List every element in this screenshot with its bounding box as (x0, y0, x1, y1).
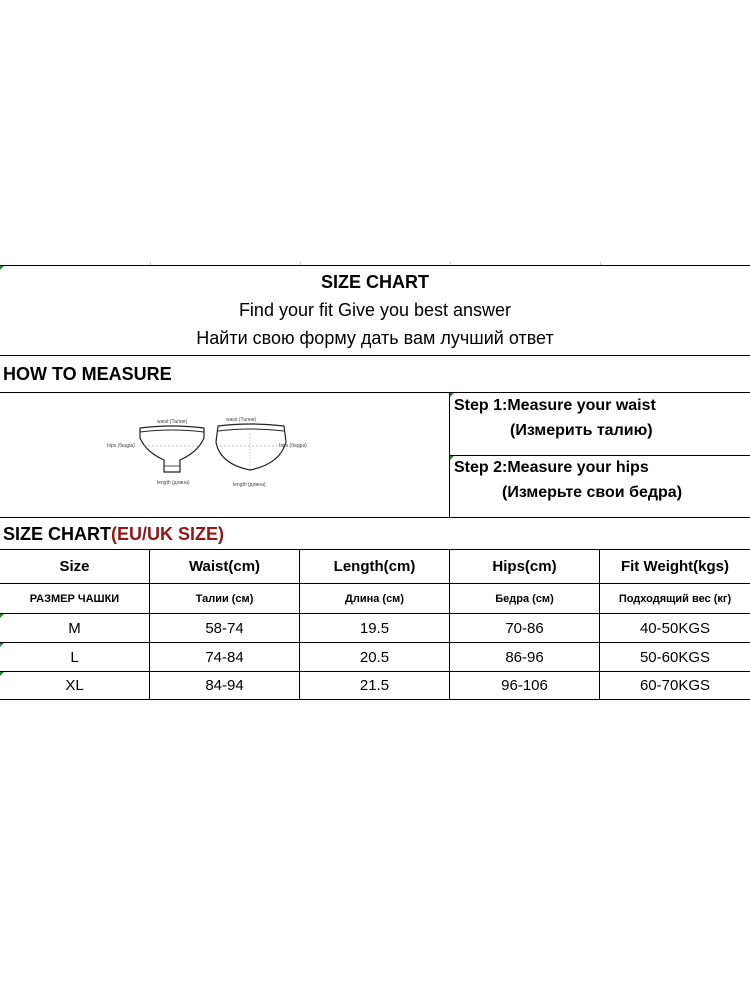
size-chart-heading-suffix: (EU/UK SIZE) (111, 524, 225, 544)
subtitle-en: Find your fit Give you best answer (238, 300, 512, 320)
diagram-label: length (длина) (233, 482, 266, 488)
table-cell-waist: 74-84 (205, 648, 244, 666)
step2-ru: (Измерьте свои бедра) (502, 484, 683, 501)
column-header-hips: Hips(cm) (492, 558, 557, 575)
table-cell-size: M (68, 619, 81, 637)
column-subheader-size: РАЗМЕР ЧАШКИ (29, 592, 120, 605)
diagram-label: waist (Талия) (157, 419, 188, 425)
diagram-label: hips (бедра) (279, 443, 307, 449)
step1-ru: (Измерить талию) (510, 422, 653, 439)
border-line (0, 392, 750, 393)
table-cell-length: 21.5 (359, 677, 390, 694)
page-title: SIZE CHART (321, 272, 429, 292)
how-to-measure-heading: HOW TO MEASURE (3, 364, 172, 384)
column-subheader-hips: Бедра (см) (495, 592, 554, 605)
table-cell-size: L (70, 648, 79, 666)
table-cell-waist: 84-94 (205, 677, 244, 694)
underwear-diagram-icon (100, 412, 310, 497)
column-subheader-weight: Подходящий вес (кг) (618, 592, 732, 605)
column-header-length: Length(cm) (333, 558, 416, 575)
table-cell-waist: 58-74 (205, 619, 244, 637)
border-line (0, 517, 750, 518)
table-cell-length: 20.5 (359, 648, 390, 666)
table-cell-length: 19.5 (359, 619, 390, 637)
table-cell-weight: 40-50KGS (639, 619, 711, 637)
cell-marker (0, 266, 4, 270)
table-cell-hips: 70-86 (505, 619, 544, 637)
border-line (0, 355, 750, 356)
diagram-label: waist (Талия) (226, 417, 257, 423)
border-line (449, 455, 750, 456)
subtitle-ru: Найти свою форму дать вам лучший ответ (196, 328, 554, 348)
table-cell-weight: 60-70KGS (639, 677, 711, 694)
table-border (0, 699, 750, 700)
diagram-label: hips (бедра) (107, 443, 135, 449)
step1-en: Step 1:Measure your waist (454, 397, 656, 414)
step2-en: Step 2:Measure your hips (454, 459, 649, 476)
size-chart-heading-prefix: SIZE CHART (3, 524, 111, 544)
table-cell-hips: 86-96 (505, 648, 544, 666)
measurement-diagram (100, 412, 310, 497)
column-header-waist: Waist(cm) (188, 558, 261, 575)
table-cell-hips: 96-106 (501, 677, 548, 694)
column-subheader-length: Длина (см) (345, 592, 404, 605)
table-cell-size: XL (65, 677, 84, 694)
diagram-label: length (длина) (157, 480, 190, 486)
table-cell-weight: 50-60KGS (639, 648, 711, 666)
column-subheader-waist: Талии (см) (195, 592, 254, 605)
border-line (0, 265, 750, 266)
size-chart-heading (3, 524, 224, 545)
column-header-weight: Fit Weight(kgs) (620, 558, 730, 575)
column-header-size: Size (59, 558, 90, 575)
